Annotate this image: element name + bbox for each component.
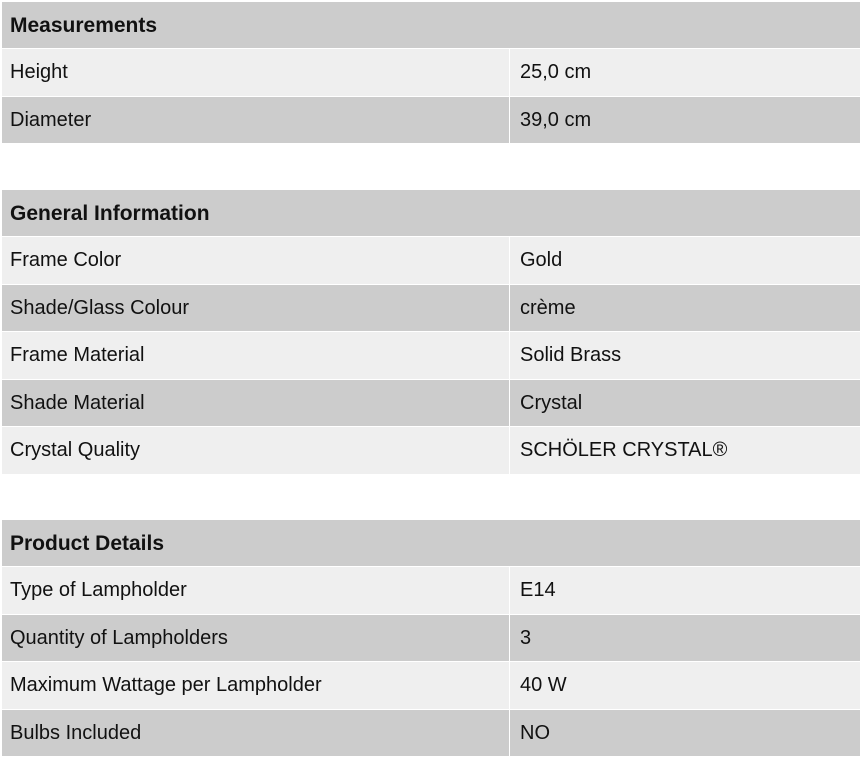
row-value-crystal-quality: SCHÖLER CRYSTAL® — [510, 427, 860, 474]
row-value-type-of-lampholder: E14 — [510, 567, 860, 614]
table-row — [2, 237, 860, 285]
row-label-diameter: Diameter — [2, 97, 510, 144]
table-row — [2, 615, 860, 663]
section-title-general-information: General Information — [2, 190, 860, 237]
measurements-table — [2, 2, 860, 144]
table-row — [2, 97, 860, 145]
row-value-quantity-of-lampholders: 3 — [510, 615, 860, 662]
table-row — [2, 332, 860, 380]
row-value-maximum-wattage: 40 W — [510, 662, 860, 709]
row-value-bulbs-included: NO — [510, 710, 860, 757]
table-row — [2, 285, 860, 333]
table-row — [2, 567, 860, 615]
row-label-maximum-wattage: Maximum Wattage per Lampholder — [2, 662, 510, 709]
row-label-crystal-quality: Crystal Quality — [2, 427, 510, 474]
row-value-height: 25,0 cm — [510, 49, 860, 96]
section-title-measurements: Measurements — [2, 2, 860, 49]
table-row — [2, 427, 860, 475]
row-value-shade-material: Crystal — [510, 380, 860, 427]
row-label-quantity-of-lampholders: Quantity of Lampholders — [2, 615, 510, 662]
table-row — [2, 380, 860, 428]
section-title-product-details: Product Details — [2, 520, 860, 567]
row-label-shade-glass-colour: Shade/Glass Colour — [2, 285, 510, 332]
product-details-table — [2, 520, 860, 757]
row-value-frame-material: Solid Brass — [510, 332, 860, 379]
row-value-diameter: 39,0 cm — [510, 97, 860, 144]
row-label-height: Height — [2, 49, 510, 96]
row-value-shade-glass-colour: crème — [510, 285, 860, 332]
row-label-frame-material: Frame Material — [2, 332, 510, 379]
row-value-frame-color: Gold — [510, 237, 860, 284]
table-row — [2, 662, 860, 710]
general-information-table — [2, 190, 860, 475]
table-row — [2, 49, 860, 97]
row-label-shade-material: Shade Material — [2, 380, 510, 427]
row-label-frame-color: Frame Color — [2, 237, 510, 284]
row-label-type-of-lampholder: Type of Lampholder — [2, 567, 510, 614]
row-label-bulbs-included: Bulbs Included — [2, 710, 510, 757]
table-row — [2, 710, 860, 757]
